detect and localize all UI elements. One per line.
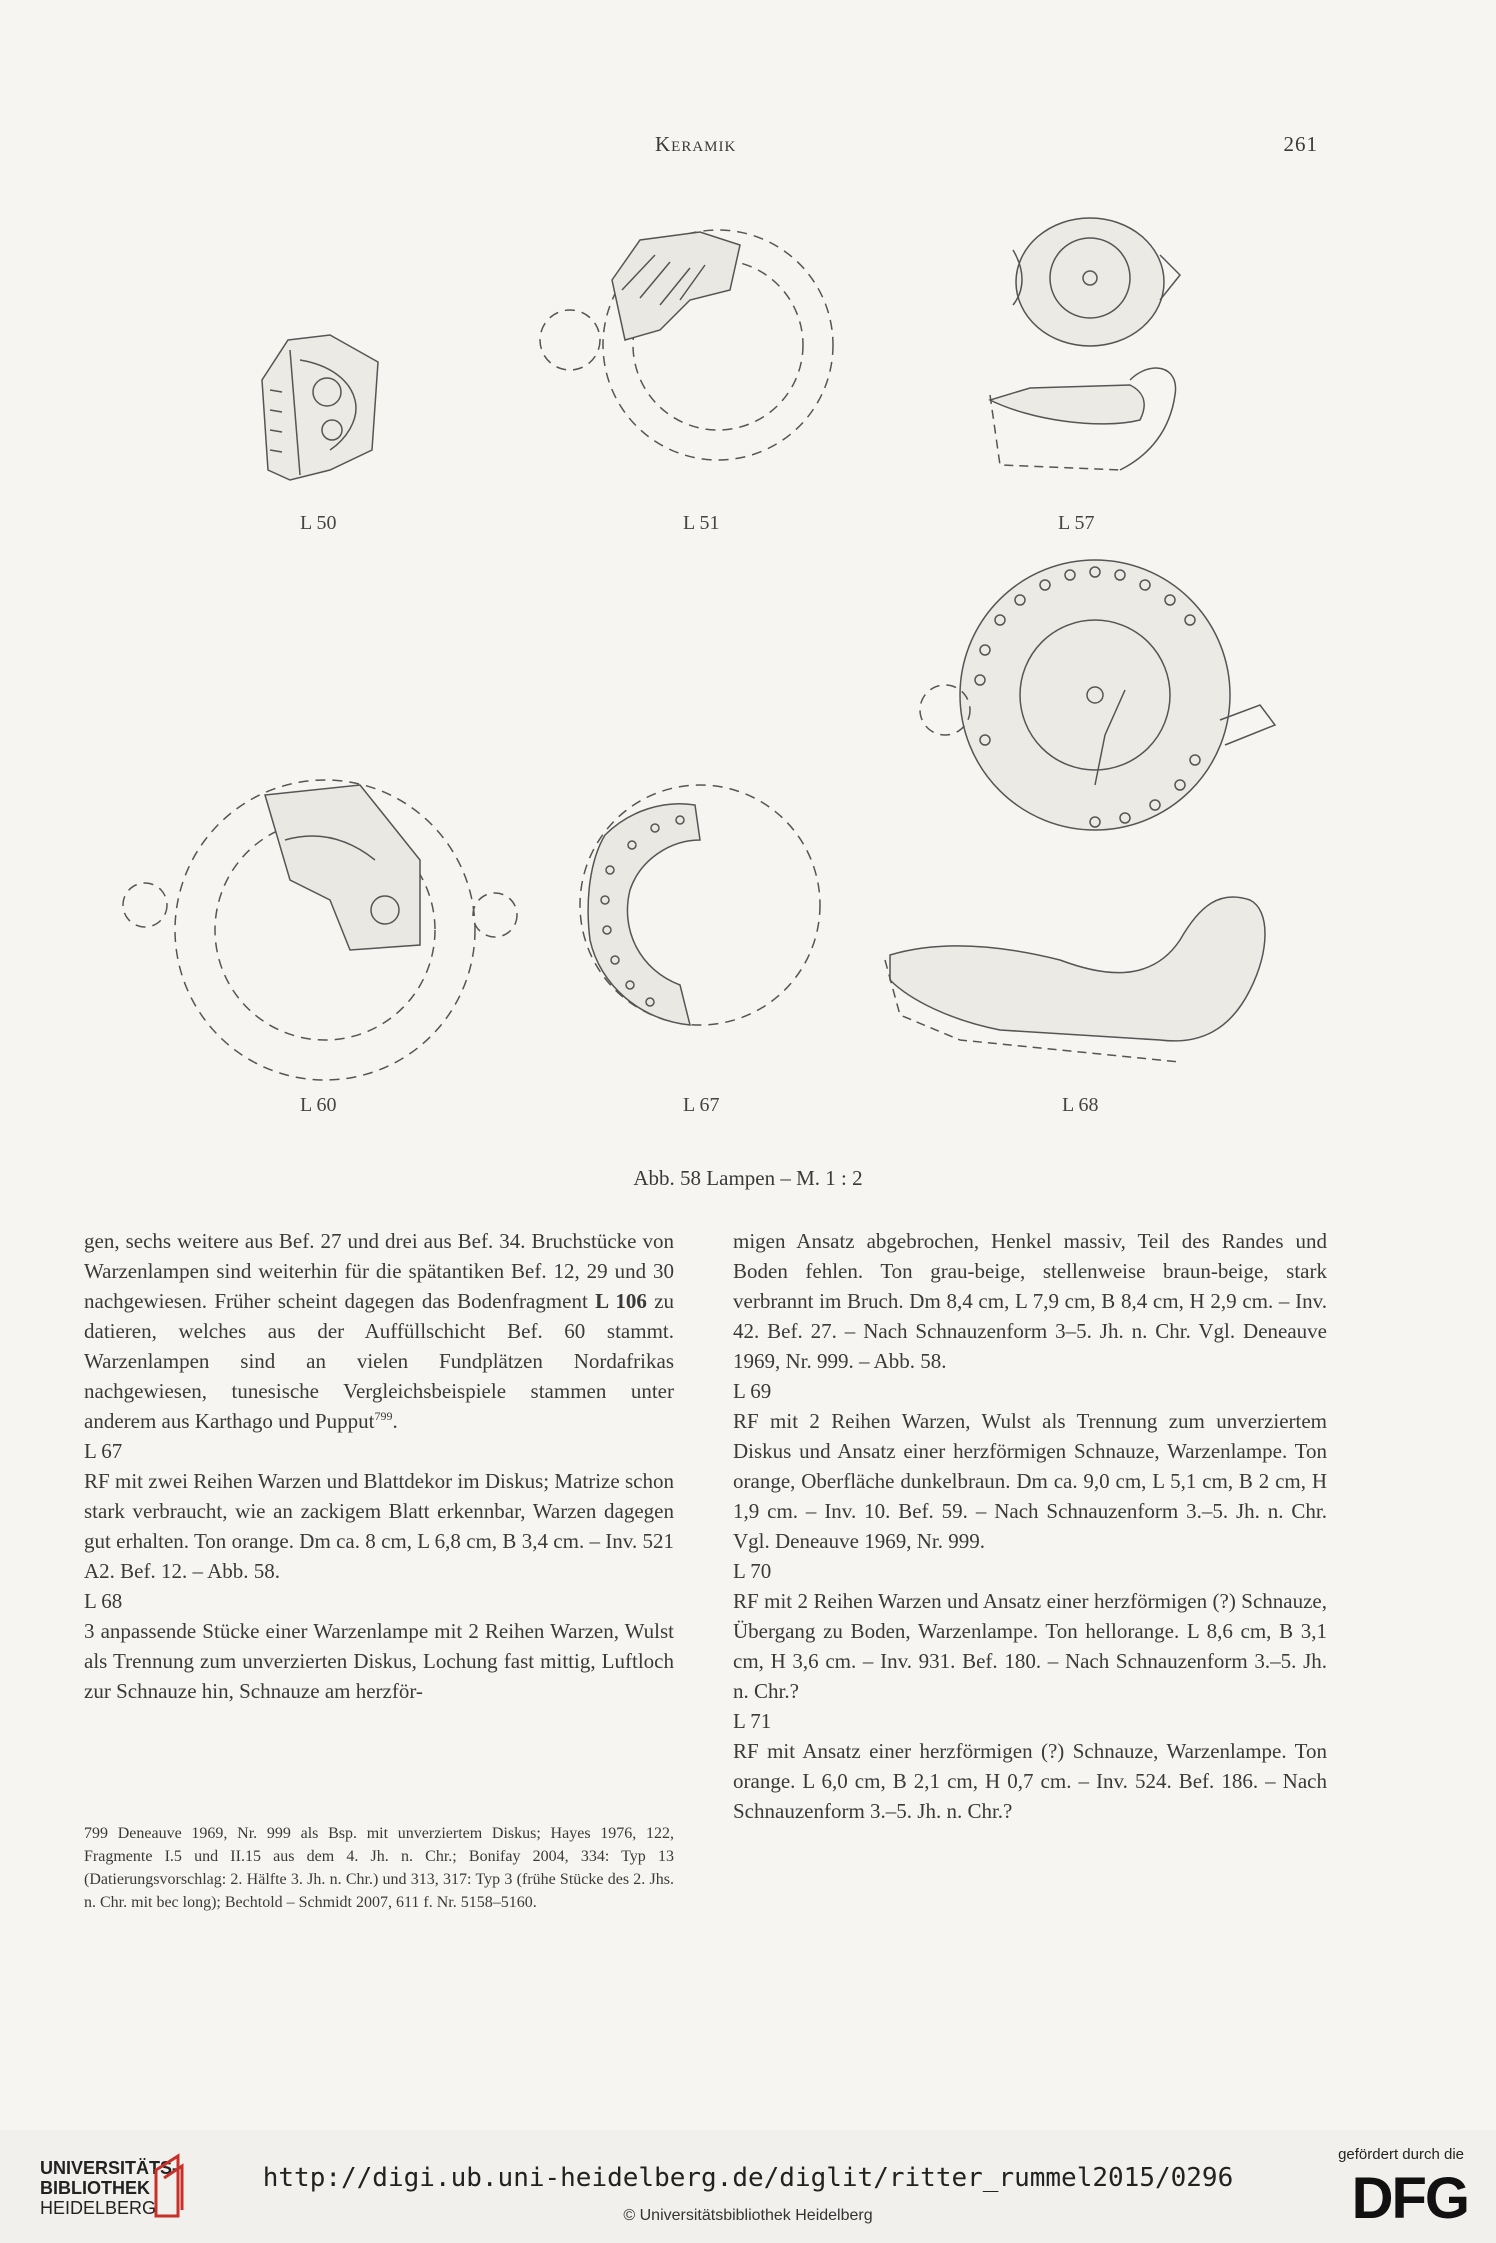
dfg-logo: DFG — [1351, 2166, 1468, 2231]
footnote-number: 799 — [84, 1825, 108, 1842]
library-name-line3: HEIDELBERG — [40, 2198, 157, 2218]
entry-text-l68: 3 anpassende Stücke einer Warzenlampe mit 2 Reihen Warzen, Wulst als Trennung zum unverzierten Diskus, Lochung fast mittig, Luftloch zur Schnauze hin, Schnauze am herzför- — [84, 1619, 674, 1703]
figure-label-l68: L 68 — [1062, 1094, 1099, 1116]
entry-text-l69: RF mit 2 Reihen Warzen, Wulst als Trennung zum unverziertem Diskus und Ansatz einer herzförmigen Schnauze, Warzenlampe. Ton orange, Oberfläche dunkelbraun. Dm ca. 9,0 cm, L 5,1 cm, B 2 cm, H 1,9 cm. – Inv. 10. Bef. 59. – Nach Schnauzenform 3.–5. Jh. n. Chr. Vgl. Deneauve 1969, Nr. 999. — [733, 1409, 1327, 1553]
figure-label-l60: L 60 — [300, 1094, 337, 1116]
entry-continuation-l68: migen Ansatz abgebrochen, Henkel massiv, Teil des Randes und Boden fehlen. Ton grau-beige, stellenweise braun-beige, stark verbrannt im Bruch. Dm 8,4 cm, L 7,9 cm, B 8,4 cm, H 2,9 cm. – Inv. 42. Bef. 27. – Nach Schnauzenform 3–5. Jh. n. Chr. Vgl. Deneauve 1969, Nr. 999. – Abb. 58. — [733, 1229, 1327, 1373]
figure-label-l57: L 57 — [1058, 512, 1095, 534]
footnote-text: Deneauve 1969, Nr. 999 als Bsp. mit unverziertem Diskus; Hayes 1976, 122, Fragmente I.5 und II.15 aus dem 4. Jh. n. Chr.; Bonifay 2004, 334: Typ 13 (Datierungsvorschlag: 2. Hälfte 3. Jh. n. Chr.) und 313, 317: Typ 3 (frühe Stücke des 2. Jhs. n. Chr. mit bec long); Bechtold – Schmidt 2007, 611 f. Nr. 5158–5160. — [84, 1825, 675, 1911]
figure-caption: Abb. 58 Lampen – M. 1 : 2 — [633, 1166, 863, 1190]
figure-label-l67: L 67 — [683, 1094, 720, 1116]
entry-heading-l70: L 70 — [733, 1559, 772, 1583]
entry-heading-l68: L 68 — [84, 1589, 123, 1613]
figure-label-l51: L 51 — [683, 512, 720, 534]
intro-text-cont: zu datieren, welches aus der Auffüllschicht Bef. 60 stammt. Warzenlampen sind an vielen Fundplätzen Nordafrikas nachgewiesen, tunesische Vergleichsbeispiele stammen unter anderem aus Karthago und Pupput — [84, 1289, 675, 1433]
intro-ref-bold: L 106 — [595, 1289, 647, 1313]
library-name-line1: UNIVERSITÄTS- — [40, 2158, 179, 2178]
funder-note: gefördert durch die — [1338, 2146, 1464, 2163]
lamp-l67-drawing — [580, 785, 820, 1025]
lamp-l57-drawing — [990, 218, 1180, 470]
copyright-notice: © Universitätsbibliothek Heidelberg — [623, 2207, 873, 2224]
running-title: Keramik — [655, 132, 737, 156]
entry-heading-l69: L 69 — [733, 1379, 772, 1403]
page-number: 261 — [1283, 132, 1318, 156]
entry-heading-l67: L 67 — [84, 1439, 123, 1463]
footnote — [84, 1822, 674, 1914]
lamp-l68-drawing — [885, 560, 1275, 1062]
intro-end: . — [392, 1409, 398, 1433]
lamp-l51-drawing — [540, 230, 833, 460]
intro-paragraph — [84, 1226, 674, 1436]
lamp-l60-drawing — [123, 780, 517, 1080]
source-url-link[interactable]: http://digi.ub.uni-heidelberg.de/diglit/ritter_rummel2015/0296 — [262, 2163, 1234, 2193]
lamp-l50-drawing — [262, 335, 378, 480]
right-column — [733, 1226, 1327, 1826]
entry-heading-l71: L 71 — [733, 1709, 772, 1733]
figure-label-l50: L 50 — [300, 512, 337, 534]
left-column — [84, 1226, 674, 1706]
entry-text-l67: RF mit zwei Reihen Warzen und Blattdekor im Diskus; Matrize schon stark verbraucht, wie an zackigem Blatt erkennbar, Warzen dagegen gut erhalten. Ton orange. Dm ca. 8 cm, L 6,8 cm, B 3,4 cm. – Inv. 521 A2. Bef. 12. – Abb. 58. — [84, 1469, 674, 1583]
entry-text-l70: RF mit 2 Reihen Warzen und Ansatz einer herzförmigen (?) Schnauze, Übergang zu Boden, Warzenlampe. Ton hellorange. L 8,6 cm, B 3,1 cm, H 3,6 cm. – Inv. 931. Bef. 180. – Nach Schnauzenform 3.–5. Jh. n. Chr.? — [733, 1589, 1327, 1703]
intro-text: gen, sechs weitere aus Bef. 27 und drei aus Bef. 34. Bruchstücke von Warzenlampen sind weiterhin für die spätantiken Bef. 12, 29 und 30 nachgewiesen. Früher scheint dagegen das Bodenfragment — [84, 1229, 674, 1313]
library-name-line2: BIBLIOTHEK — [40, 2178, 150, 2198]
footnote-ref[interactable]: 799 — [374, 1409, 393, 1423]
entry-text-l71: RF mit Ansatz einer herzförmigen (?) Schnauze, Warzenlampe. Ton orange. L 6,0 cm, B 2,1 cm, H 0,7 cm. – Inv. 524. Bef. 186. – Nach Schnauzenform 3.–5. Jh. n. Chr.? — [733, 1739, 1327, 1823]
